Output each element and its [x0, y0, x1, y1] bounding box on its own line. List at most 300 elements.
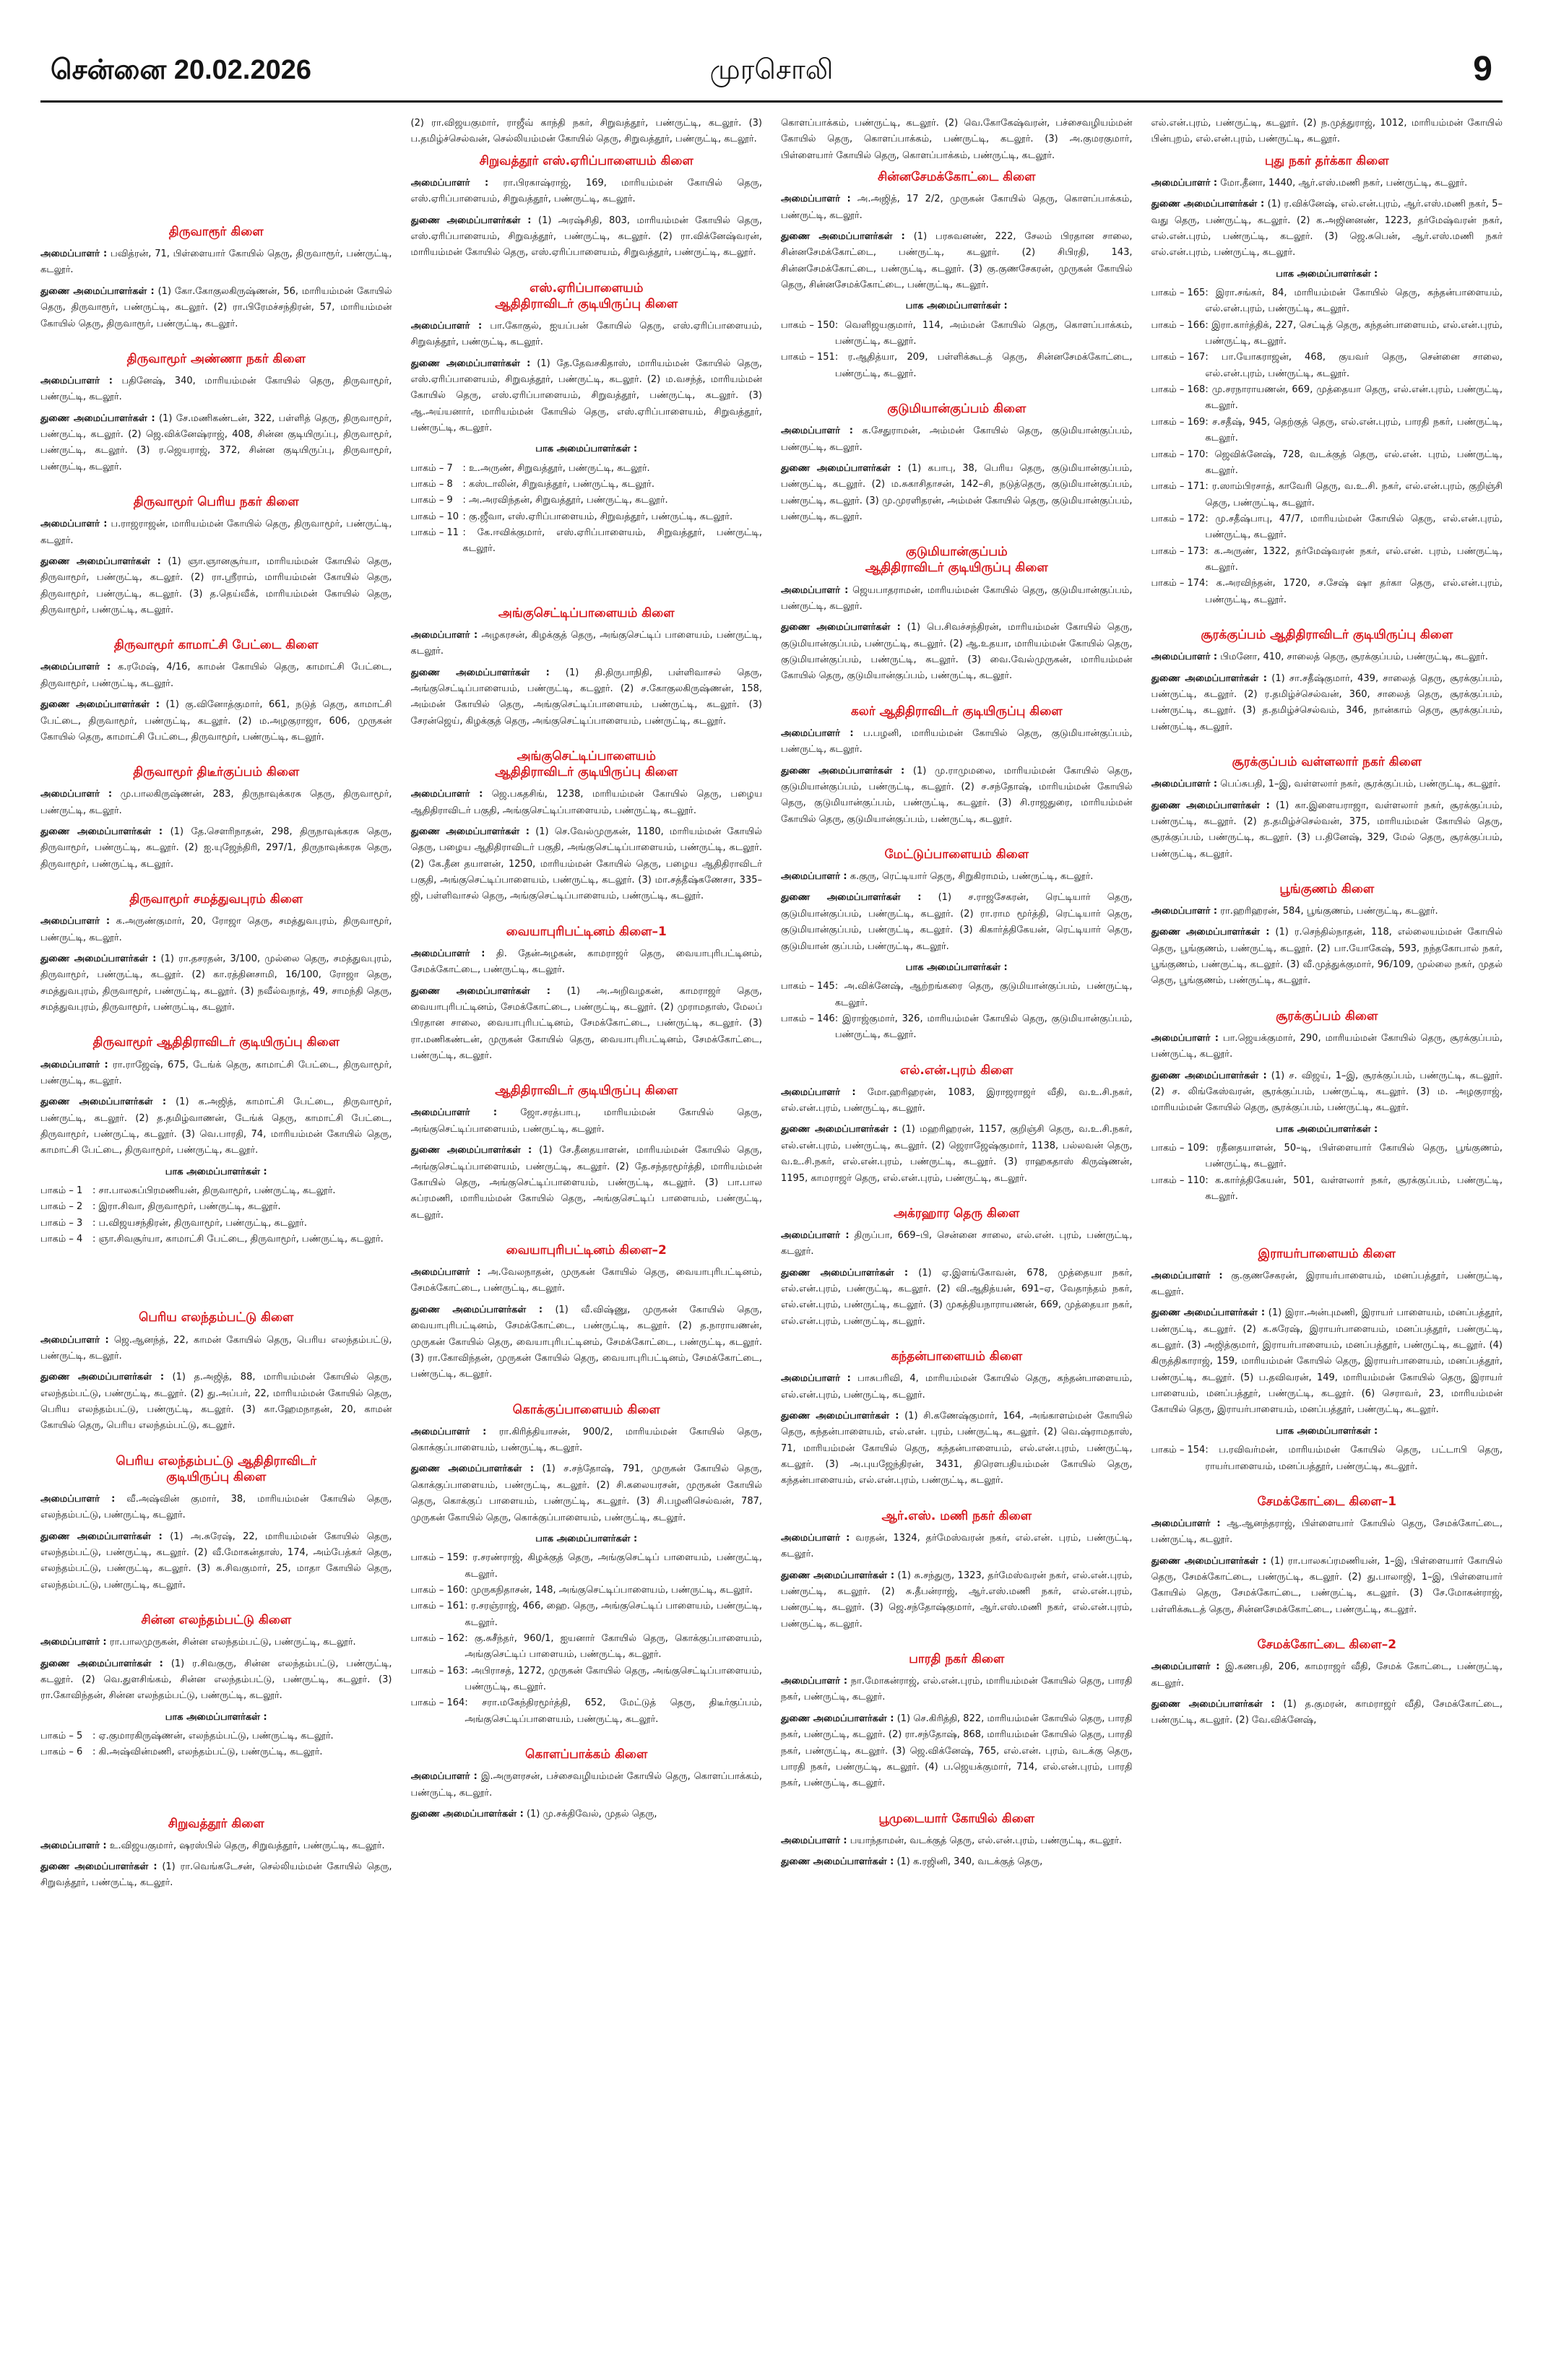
deputy-organisers-entry — [1151, 1068, 1503, 1117]
organiser-text: க.சேதுராமன், அம்மன் கோயில் தெரு, குடுமியான்குப்பம், பண்ருட்டி, கடலூர். — [781, 425, 1133, 453]
deputy-organisers-entry — [1151, 671, 1503, 735]
deputy-organisers-label: துணை அமைப்பாளர்கள் : — [781, 1267, 909, 1278]
branch-heading — [781, 1206, 1133, 1221]
deputy-organisers-entry — [40, 697, 392, 745]
branch-block — [40, 494, 392, 618]
branch-heading — [411, 1083, 763, 1099]
branch-block — [40, 1034, 392, 1247]
continued-text: எல்.என்.புரம், பண்ருட்டி, கடலூர். (2) ந.முத்துராஜ், 1012, மாரியம்மன் கோயில் பின்புறம், எல்.என்.புரம், பண்ருட்டி, கடலூர். — [1151, 118, 1503, 145]
organiser-label: அமைப்பாளர் : — [40, 1493, 116, 1505]
booth-row — [1151, 350, 1503, 382]
branch-heading — [1151, 1494, 1503, 1510]
deputy-organisers-entry — [781, 763, 1133, 828]
organiser-text: ஜோ.சரத்பாபு, மாரியம்மன் கோயில் தெரு, அங்குசெட்டிப்பாளையம், பண்ருட்டி, கடலூர். — [410, 1107, 762, 1135]
branch-block — [781, 544, 1133, 684]
branch-heading — [781, 544, 1133, 576]
organiser-entry — [1151, 1516, 1503, 1549]
branch-heading-line: எல்.என்.புரம் கிளை — [900, 1063, 1013, 1078]
booth-organiser: : ர.சரஞ்ராஜ், 466, ஹை. தெரு, அங்குசெட்டிப் பாளையம், பண்ருட்டி, கடலூர். — [464, 1601, 762, 1628]
booth-number: பாகம் – 109 — [1151, 1143, 1206, 1154]
deputy-organisers-entry — [781, 1854, 1133, 1870]
branch-heading-line: கொளப்பாக்கம் கிளை — [525, 1747, 648, 1762]
organiser-entry — [411, 787, 763, 819]
organiser-label: அமைப்பாளர் : — [1151, 1270, 1223, 1281]
booth-organiser: : ஞா.சிவசூர்யா, காமாட்சி பேட்டை, திருவாமூர், பண்ருட்டி, கடலூர். — [92, 1234, 384, 1245]
column-1 — [40, 116, 392, 2362]
deputy-organisers-label: துணை அமைப்பாளர்கள் : — [781, 1856, 894, 1868]
booth-row — [411, 1663, 763, 1696]
organiser-label: அமைப்பாளர் : — [40, 1334, 109, 1346]
organiser-entry — [411, 1265, 763, 1297]
booth-row — [411, 509, 763, 525]
deputy-organisers-label: துணை அமைப்பாளர்கள் : — [410, 1304, 543, 1315]
booth-row — [1151, 479, 1503, 511]
branch-heading-line: சேமக்கோட்டை கிளை–1 — [1257, 1494, 1397, 1509]
branch-block — [40, 1453, 392, 1593]
organiser-label: அமைப்பாளர் : — [1151, 1661, 1220, 1673]
deputy-organisers-entry — [411, 665, 763, 730]
branch-heading-line: சேமக்கோட்டை கிளை–2 — [1257, 1637, 1397, 1653]
organiser-text: மு.பாலகிருஷ்ணன், 283, திருநாவுக்கரசு தெரு, திருவாமூர், பண்ருட்டி, கடலூர். — [40, 789, 392, 816]
booth-organiser: : ஜெவிக்னேஷ், 728, வடக்குத் தெரு, எல்.என். புரம், பண்ருட்டி, கடலூர். — [1205, 449, 1503, 476]
branch-heading-line: ஆர்.எஸ். மணி நகர் கிளை — [881, 1508, 1032, 1523]
booth-organisers-label: பாக அமைப்பாளர்கள் : — [535, 1533, 638, 1544]
deputy-organisers-entry — [781, 890, 1133, 954]
branch-block — [40, 1816, 392, 1892]
organiser-label: அமைப்பாளர் : — [781, 1230, 850, 1241]
deputy-organisers-entry — [40, 951, 392, 1016]
deputy-organisers-label: துணை அமைப்பாளர்கள் : — [410, 1808, 524, 1819]
deputy-organisers-text: (1) த.அஜித், 88, மாரியம்மன் கோயில் தெரு, எலந்தம்பட்டு, பண்ருட்டி, கடலூர். (2) து.அப்பர், 22, மாரியம்மன் கோயில் தெரு, பெரிய எலந்தம்பட்டு, பண்ருட்டி, கடலூர். (3) கா.ஹேமநாதன், 20, காமன் கோயில் தெரு, பெரிய எலந்தம்பட்டு, கடலூர். — [40, 1372, 392, 1432]
organiser-text: பாசுபரிவி, 4, மாரியம்மன் கோயில் தெரு, கந்தன்பாளையம், எல்.என்.புரம், பண்ருட்டி, கடலூர். — [781, 1373, 1133, 1401]
branch-heading — [40, 494, 392, 510]
column-spacer — [1151, 1224, 1503, 1246]
booth-organiser: : இரா.சிவா, திருவாமூர், பண்ருட்டி, கடலூர். — [92, 1201, 281, 1213]
column-4 — [1151, 116, 1503, 2362]
organiser-entry — [1151, 1268, 1503, 1301]
deputy-organisers-text: (1) சி.கணேஷ்குமார், 164, அங்காளம்மன் கோயில் தெரு, கந்தன்பாளையம், எல்.என். புரம், பண்ருட்டி, கடலூர். (2) வெ.ஷ்ராமதாஸ், 71, மாரியம்மன் கோயில் தெரு, கந்தன்பாளையம், எல்.என்.புரம், பண்ருட்டி, கடலூர். (3) அ.புயஜேந்திரன், 3431, திரௌபதியம்மன் கோயில் தெரு, கந்தன்பாளையம், எல்.என்.புரம், பண்ருட்டி, கடலூர். — [781, 1410, 1133, 1487]
booth-organisers-label: பாக அமைப்பாளர்கள் : — [1276, 1123, 1378, 1135]
booth-organiser: : இரா.கார்த்திக், 227, செட்டித் தெரு, கந்தன்பாளையம், எல்.என்.புரம், பண்ருட்டி, கடலூர். — [1205, 319, 1503, 347]
deputy-organisers-entry — [781, 1265, 1133, 1330]
deputy-organisers-text: (1) வீ.விஷ்ணு, முருகன் கோயில் தெரு, வையாபுரிபட்டினம், சேமக்கோட்டை, பண்ருட்டி, கடலூர். (2) த.நாராயணன், முருகன் கோயில் தெரு, வையாபுரிபட்டினம், சேமக்கோட்டை, பண்ருட்டி, கடலூர். (3) ரா.கோவிந்தன், முருகன் கோயில் தெரு, வையாபுரிபட்டினம், சேமக்கோட்டை, பண்ருட்டி, கடலூர். — [410, 1304, 762, 1380]
booth-row — [1151, 1141, 1503, 1173]
booth-row — [40, 1183, 392, 1199]
organiser-label: அமைப்பாளர் : — [781, 425, 853, 437]
deputy-organisers-entry — [411, 213, 763, 261]
organiser-text: பா.ஜெயக்குமார், 290, மாரியம்மன் கோயில் தெரு, சூரக்குப்பம், பண்ருட்டி, கடலூர். — [1151, 1032, 1503, 1060]
organiser-entry — [411, 176, 763, 208]
branch-heading — [411, 748, 763, 780]
branch-heading-line: சூரக்குப்பம் வள்ளலார் நகர் கிளை — [1232, 755, 1422, 770]
branch-heading-line: ஆதிதிராவிடர் குடியிருப்பு கிளை — [865, 561, 1048, 576]
branch-heading-line: குடுமியான்குப்பம் கிளை — [887, 402, 1026, 417]
branch-heading-line: கந்தன்பாளையம் கிளை — [891, 1349, 1023, 1364]
deputy-organisers-text: (1) கு.வினோத்குமார், 661, நடுத் தெரு, காமாட்சி பேட்டை, திருவாமூர், பண்ருட்டி, கடலூர். (2) ம.அழகுராஜா, 606, முருகன் கோயில் தெரு, காமாட்சி பேட்டை, திருவாமூர், பண்ருட்டி, கடலூர். — [40, 699, 392, 743]
deputy-organisers-text: (1) ரா.வெங்கடேசன், செல்லியம்மன் கோயில் தெரு, சிறுவத்தூர், பண்ருட்டி, கடலூர். — [40, 1861, 392, 1889]
branch-heading — [781, 704, 1133, 719]
deputy-organisers-text: (1) ச.ராஜசேகரன், ரெட்டியார் தெரு, குடுமியான்குப்பம், பண்ருட்டி, கடலூர். (2) ரா.ராம மூர்த்தி, ரெட்டியார் தெரு, குடுமியான்குப்பம், பண்ருட்டி, கடலூர். (3) கிகார்த்திகேயன், ரெட்டியார் தெரு, குடுமியான் குப்பம், பண்ருட்டி, கடலூர். — [781, 892, 1133, 952]
booth-row — [40, 1728, 392, 1744]
booth-organiser: : கே.ஈவிக்குமார், எஸ்.ஏரிப்பாளையம், சிறுவத்தூர், பண்ருட்டி, கடலூர். — [462, 527, 762, 555]
branch-heading — [40, 1034, 392, 1050]
deputy-organisers-text: (1) மு.ராமுமலை, மாரியம்மன் கோயில் தெரு, குடுமியான்குப்பம், பண்ருட்டி, கடலூர். (2) ச.சந்தோஷ், மாரியம்மன் கோயில் தெரு, குடுமியான்குப்பம், பண்ருட்டி, கடலூர். (3) சி.ராஜதுரை, மாரியம்மன் கோயில் தெரு, குடுமியான்குப்பம், பண்ருட்டி, கடலூர். — [781, 765, 1133, 825]
branch-block — [781, 1349, 1133, 1489]
booth-row — [1151, 1173, 1503, 1206]
deputy-organisers-label: துணை அமைப்பாளர்கள் : — [410, 667, 550, 678]
branch-heading — [1151, 754, 1503, 770]
branch-heading-line: மேட்டுப்பாளையம் கிளை — [884, 847, 1029, 862]
booth-number: பாகம் – 3 — [40, 1217, 83, 1229]
organiser-label: அமைப்பாளர் : — [781, 1676, 848, 1687]
deputy-organisers-text: (1) இரா.அன்புமணி, இராயர் பாளையம், மனப்பத்தூர், பண்ருட்டி, கடலூர். (2) க.சுரேஷ், இராயர்பாளையம், மனப்பத்தூர், பண்ருட்டி, கடலூர். (3) அஜித்குமார், இராயர்பாளையம், மனப்பத்தூர், பண்ருட்டி, கடலூர். (4) கிருத்திகாராஜ், 159, மாரியம்மன் கோயில் தெரு, இராயர்பாளையம், மனப்பத்தூர், பண்ருட்டி, கடலூர். (5) ப.தவிவரன், 149, மாரியம்மன் கோயில் தெரு, இராயர் பாளையம், மனப்பத்தூர், பண்ருட்டி, கடலூர். (6) செராவர், 23, மாரியம்மன் கோயில் தெரு, இராயர்பாளையம், மனப்பத்தூர், பண்ருட்டி, கடலூர். — [1151, 1307, 1503, 1416]
booth-organiser: : க.அரவிந்தன், 1720, ச.சேஷ் ஷா தர்கா தெரு, எல்.என்.புரம், பண்ருட்டி, கடலூர். — [1205, 578, 1503, 605]
branch-heading — [1151, 153, 1503, 169]
deputy-organisers-entry — [411, 1143, 763, 1224]
booth-row — [781, 318, 1133, 350]
branch-heading — [40, 764, 392, 780]
organiser-entry — [781, 583, 1133, 615]
deputy-organisers-entry — [40, 1656, 392, 1705]
booth-number: பாகம் – 172 — [1151, 514, 1206, 524]
branch-heading-line: பாரதி நகர் கிளை — [909, 1652, 1005, 1667]
branch-heading-line: பூமுடையார் கோயில் கிளை — [878, 1811, 1035, 1826]
booth-number: பாகம் – 8 — [410, 479, 453, 490]
organiser-text: கு.குணசேகரன், இராயர்பாளையம், மனப்பத்தூர், பண்ருட்டி, கடலூர். — [1151, 1270, 1503, 1297]
organiser-label: அமைப்பாளர் : — [1151, 1518, 1221, 1530]
booth-number: பாகம் – 4 — [40, 1234, 83, 1245]
booth-row — [1151, 544, 1503, 576]
deputy-organisers-label: துணை அமைப்பாளர்கள் : — [781, 622, 901, 633]
deputy-organisers-text: (1) ர.விக்னேஷ், எல்.என்.புரம், ஆர்.எஸ்.மணி நகர், 5–வது தெரு, பண்ருட்டி, கடலூர். (2) க.அஜினனண், 1223, தர்மேஷ்வரன் நகர், எல்.என்.புரம், பண்ருட்டி, கடலூர். (3) ஜெ.சுபென், ஆர்.எஸ்.மணி நகர் எல்.என்.புரம், பண்ருட்டி, கடலூர். — [1151, 199, 1503, 259]
organiser-label: அமைப்பாளர் : — [1151, 1032, 1219, 1044]
branch-block — [781, 847, 1133, 1044]
booth-organiser: : பா.யோகராஜன், 468, குயவர் தெரு, சென்னை சாலை, எல்.என்.புரம், பண்ருட்டி, கடலூர். — [1205, 352, 1503, 379]
branch-heading — [40, 224, 392, 240]
organiser-entry — [781, 1833, 1133, 1849]
deputy-organisers-text: (1) பரசுவனண், 222, சேலம் பிரதான சாலை, சின்னசேமக்கோட்டை, பண்ருட்டி, கடலூர். (2) சிபிரதி, 143, சின்னசேமக்கோட்டை, பண்ருட்டி, கடலூர். (3) கு.குணசேகரன், முருகன் கோயில் தெரு, சின்னசேமக்கோட்டை, பண்ருட்டி, கடலூர். — [781, 230, 1133, 290]
booth-row — [1151, 511, 1503, 544]
organiser-entry — [40, 1838, 392, 1854]
booth-number: பாகம் – 7 — [410, 462, 453, 474]
branch-block — [781, 169, 1133, 382]
organiser-label: அமைப்பாளர் : — [1151, 177, 1218, 189]
branch-heading — [781, 401, 1133, 417]
branch-block — [1151, 1494, 1503, 1618]
branch-heading-line: எஸ்.ஏரிப்பாளையம் — [530, 280, 644, 295]
branch-heading — [411, 1402, 763, 1418]
organiser-text: அ.அஜித், 17 2/2, முருகன் கோயில் தெரு, கொளப்பாக்கம், பண்ருட்டி, கடலூர். — [781, 194, 1133, 221]
organiser-text: பதினேஷ், 340, மாரியம்மன் கோயில் தெரு, திருவாமூர், பண்ருட்டி, கடலூர். — [40, 375, 392, 403]
branch-heading-line: திருவாமூர் காமாட்சி பேட்டை கிளை — [113, 638, 319, 653]
booth-organiser: : இரா.சங்கர், 84, மாரியம்மன் கோயில் தெரு, கந்தன்பாளையம், எல்.என்.புரம், பண்ருட்டி, கடலூர். — [1205, 287, 1503, 315]
organiser-text: க.குரு, ரெட்டியார் தெரு, சிறுகிராமம், பண்ருட்டி, கடலூர். — [850, 871, 1094, 883]
deputy-organisers-label: துணை அமைப்பாளர்கள் : — [781, 1410, 899, 1421]
branch-heading-line: குடியிருப்பு கிளை — [166, 1469, 267, 1484]
branch-heading-line: சூரக்குப்பம் ஆதிதிராவிடர் குடியிருப்பு கிளை — [1201, 628, 1453, 643]
deputy-organisers-label: துணை அமைப்பாளர்கள் : — [40, 1861, 157, 1873]
deputy-organisers-text: (1) தே.தேவசகிதாஸ், மாரியம்மன் கோயில் தெரு, எஸ்.ஏரிப்பாளையம், சிறுவத்தூர், பண்ருட்டி, கடலூர். (2) ம.வசந்த், மாரியம்மன் கோயில் தெரு, எஸ்.ஏரிப்பாளையம், சிறுவத்தூர், பண்ருட்டி, கடலூர். (3) ஆ.அய்யனார், மாரியம்மன் கோயில் தெரு, எஸ்.ஏரிப்பாளையம், சிறுவத்தூர், பண்ருட்டி, கடலூர். — [410, 358, 762, 433]
branch-heading — [781, 1651, 1133, 1667]
organiser-label: அமைப்பாளர் : — [410, 1771, 477, 1783]
deputy-organisers-entry — [40, 1094, 392, 1159]
organiser-entry — [1151, 776, 1503, 792]
organiser-entry — [40, 787, 392, 819]
deputy-organisers-text: (1) ரா.தசரதன், 3/100, முல்லை தெரு, சமத்துவபுரம், திருவாமூர், பண்ருட்டி, கடலூர். (2) கா.ரத்தினசாமி, 16/100, ரோஜா தெரு, சமத்துவபுரம், திருவாமூர், பண்ருட்டி, கடலூர். (3) நவீல்வநாத், 49, சாமந்தி தெரு, சமத்துவபுரம், திருவாமூர், பண்ருட்டி, கடலூர். — [40, 953, 392, 1013]
organiser-entry — [781, 1674, 1133, 1706]
branch-block — [1151, 627, 1503, 735]
branch-heading — [1151, 1008, 1503, 1024]
deputy-organisers-label: துணை அமைப்பாளர்கள் : — [781, 765, 905, 776]
booth-row — [1151, 285, 1503, 318]
booth-organiser: : மு.சரநாராயணன், 669, முத்தையா தெரு, எல்.என்.புரம், பண்ருட்டி, கடலூர். — [1205, 384, 1503, 412]
deputy-organisers-text: (1) த.குமரன், காமராஜர் வீதி, சேமக்கோட்டை, பண்ருட்டி, கடலூர். (2) வே.விக்னேஷ், — [1151, 1698, 1503, 1726]
column-2 — [411, 116, 763, 2362]
organiser-entry — [40, 1333, 392, 1365]
organiser-label: அமைப்பாளர் : — [410, 177, 489, 189]
branch-block — [781, 1063, 1133, 1187]
column-spacer — [40, 1780, 392, 1816]
column-spacer — [40, 116, 392, 224]
branch-heading-line: பெரிய எலந்தம்பட்டு கிளை — [139, 1310, 294, 1325]
booth-organiser: : ர.ஆதித்யா, 209, பள்ளிக்கூடத் தெரு, சின்னசேமக்கோட்டை, பண்ருட்டி, கடலூர். — [834, 352, 1133, 379]
branch-heading-line: பூங்குணம் கிளை — [1279, 881, 1375, 896]
deputy-organisers-entry — [40, 284, 392, 332]
organiser-text: வரதன், 1324, தர்மேஸ்வரன் நகர், எல்.என். புரம், பண்ருட்டி, கடலூர். — [781, 1532, 1133, 1560]
deputy-organisers-entry — [1151, 925, 1503, 989]
booth-number: பாகம் – 162 — [410, 1633, 465, 1645]
deputy-organisers-label: துணை அமைப்பாளர்கள் : — [781, 1570, 895, 1581]
organiser-text: ஆ.ஆனந்தராஜ், பிள்ளையார் கோயில் தெரு, சேமக்கோட்டை, பண்ருட்டி, கடலூர். — [1151, 1518, 1503, 1546]
booth-row — [40, 1232, 392, 1247]
deputy-organisers-text: (1) தி.திருபாநிதி, பள்ளிவாசல் தெரு, அங்குசெட்டிப்பாளையம், பண்ருட்டி, கடலூர். (2) ச.கோகுலகிருஷ்ணன், 158, அம்மன் கோயில் தெரு, அங்குசெட்டிப்பாளையம், பண்ருட்டி, கடலூர். (3) சேரன்ஜெய், கிழக்குத் தெரு, அங்குசெட்டிப்பாளையம், பண்ருட்டி, கடலூர். — [410, 667, 762, 727]
organiser-label: அமைப்பாளர் : — [410, 789, 483, 800]
organiser-label: அமைப்பாளர் : — [40, 916, 111, 927]
organiser-text: க.ரமேஷ், 4/16, காமன் கோயில் தெரு, காமாட்சி பேட்டை, திருவாமூர், பண்ருட்டி, கடலூர். — [40, 662, 392, 689]
deputy-organisers-label: துணை அமைப்பாளர்கள் : — [1151, 800, 1270, 811]
branch-heading-line: சூரக்குப்பம் கிளை — [1276, 1008, 1378, 1024]
branch-block — [411, 748, 763, 905]
deputy-organisers-entry — [781, 1711, 1133, 1792]
deputy-organisers-label: துணை அமைப்பாளர்கள் : — [1151, 1307, 1266, 1319]
booth-row — [411, 477, 763, 493]
deputy-organisers-label: துணை அமைப்பாளர்கள் : — [40, 1096, 167, 1108]
branch-heading — [40, 1453, 392, 1485]
booth-number: பாகம் – 167 — [1151, 352, 1206, 363]
booth-number: பாகம் – 6 — [40, 1747, 83, 1758]
branch-heading — [40, 891, 392, 907]
deputy-organisers-label: துணை அமைப்பாளர்கள் : — [410, 215, 532, 226]
booth-row — [411, 1550, 763, 1583]
masthead-rule — [40, 100, 1503, 103]
booth-number: பாகம் – 151 — [781, 352, 835, 363]
booth-organiser: : அபிராசத், 1272, முருகன் கோயில் தெரு, அங்குசெட்டிப்பாளையம், பண்ருட்டி, கடலூர். — [464, 1665, 762, 1693]
booth-number: பாகம் – 163 — [410, 1665, 465, 1676]
deputy-organisers-label: துணை அமைப்பாளர்கள் : — [40, 953, 157, 964]
branch-block — [40, 1612, 392, 1761]
deputy-organisers-label: துணை அமைப்பாளர்கள் : — [781, 1124, 897, 1135]
organiser-label: அமைப்பாளர் : — [40, 789, 113, 800]
deputy-organisers-text: (1) சு.சந்துரு, 1323, தர்மேஸ்வரன் நகர், எல்.என்.புரம், பண்ருட்டி, கடலூர். (2) சு.தீபன்ராஜ், ஆர்.எஸ்.மணி நகர், எல்.என்.புரம், பண்ருட்டி, கடலூர். (3) ஜெ.சந்தோஷ்குமார், ஆர்.எஸ்.மணி நகர், எல்.என்.புரம், பண்ருட்டி, கடலூர். — [781, 1570, 1133, 1630]
booth-row — [1151, 447, 1503, 480]
organiser-text: ரா.பிரகாஷ்ராஜ், 169, மாரியம்மன் கோயில் தெரு, எஸ்.ஏரிப்பாளையம், சிறுவத்தூர், பண்ருட்டி, கடலூர். — [410, 177, 762, 205]
branch-block — [411, 1747, 763, 1822]
deputy-organisers-entry — [781, 1122, 1133, 1186]
booth-row — [411, 1598, 763, 1631]
deputy-organisers-label: துணை அமைப்பாளர்கள் : — [40, 699, 160, 711]
booth-number: பாகம் – 154 — [1151, 1445, 1206, 1456]
organiser-entry — [781, 423, 1133, 456]
deputy-organisers-entry — [40, 1369, 392, 1434]
deputy-organisers-text: (1) சா.சதீஷ்குமார், 439, சாலைத் தெரு, சூரக்குப்பம், பண்ருட்டி, கடலூர். (2) ர.தமிழ்ச்செல்வன், 360, சாலைத் தெரு, சூரக்குப்பம், பண்ருட்டி, கடலூர். (3) த.தமிழ்ச்செல்வம், 346, நான்காம் தெரு, சூரக்குப்பம், பண்ருட்டி, கடலூர். — [1151, 672, 1503, 732]
organiser-label: அமைப்பாளர் : — [40, 248, 108, 260]
booth-row — [40, 1216, 392, 1232]
branch-heading-line: சிறுவத்தூர் கிளை — [168, 1816, 264, 1831]
organiser-entry — [781, 869, 1133, 885]
branch-heading-line: இராயர்பாளையம் கிளை — [1258, 1246, 1396, 1261]
branch-heading — [781, 1349, 1133, 1364]
branch-block — [411, 153, 763, 261]
organiser-text: தி. தேன்அழகன், காமராஜர் தெரு, வையாபுரிபட்டினம், சேமக்கோட்டை, பண்ருட்டி, கடலூர். — [410, 948, 762, 976]
deputy-organisers-text: (1) கா.இளையராஜா, வள்ளலார் நகர், சூரக்குப்பம், பண்ருட்டி, கடலூர். (2) த.தமிழ்ச்செல்வன், 375, மாரியம்மன் கோயில் தெரு, சூரக்குப்பம், பண்ருட்டி, கடலூர். (3) ப.தினேஷ், 329, மேல் தெரு, சூரக்குப்பம், பண்ருட்டி, கடலூர். — [1151, 800, 1503, 860]
branch-heading-line: வையாபுரிபட்டினம் கிளை–2 — [506, 1243, 667, 1258]
organiser-entry — [411, 628, 763, 660]
booth-number: பாகம் – 159 — [410, 1552, 465, 1564]
deputy-organisers-label: துணை அமைப்பாளர்கள் : — [1151, 927, 1270, 938]
deputy-organisers-label: துணை அமைப்பாளர்கள் : — [40, 285, 155, 297]
deputy-organisers-entry — [40, 554, 392, 618]
organiser-label: அமைப்பாளர் : — [410, 1426, 487, 1437]
organiser-entry — [40, 914, 392, 946]
branch-heading — [411, 1242, 763, 1258]
branch-heading-line: திருவாரூர் கிளை — [168, 225, 264, 239]
organiser-text: ரா.கிரித்தியாசன், 900/2, மாரியம்மன் கோயில் தெரு, கொக்குப்பாளையம், பண்ருட்டி, கடலூர். — [410, 1426, 762, 1454]
deputy-organisers-entry — [40, 824, 392, 873]
booth-number: பாகம் – 174 — [1151, 578, 1206, 589]
branch-heading-line: திருவாமூர் அண்ணா நகர் கிளை — [126, 351, 306, 366]
booth-organiser: : ரதீனதயாளன், 50–டி, பிள்ளையார் கோயில் தெரு, பூங்குணம், பண்ருட்டி, கடலூர். — [1205, 1143, 1503, 1170]
branch-block — [1151, 153, 1503, 608]
booth-organiser: : கு.சுசீந்தர், 960/1, ஐயனார் கோயில் தெரு, கொக்குப்பாளையம், அங்குசெட்டிப் பாளையம், பண்ருட்டி, கடலூர். — [464, 1633, 762, 1661]
booth-organisers-label: பாக அமைப்பாளர்கள் : — [905, 300, 1008, 312]
deputy-organisers-label: துணை அமைப்பாளர்கள் : — [40, 1658, 163, 1669]
organiser-entry — [781, 1085, 1133, 1117]
booth-organisers-label: பாக அமைப்பாளர்கள் : — [905, 961, 1008, 973]
deputy-organisers-label: துணை அமைப்பாளர்கள் : — [410, 826, 530, 837]
deputy-organisers-label: துணை அமைப்பாளர்கள் : — [781, 1713, 894, 1724]
branch-block — [40, 1310, 392, 1434]
deputy-organisers-entry — [40, 1859, 392, 1892]
branch-block — [781, 704, 1133, 828]
organiser-label: அமைப்பாளர் : — [410, 948, 485, 959]
branch-block — [40, 351, 392, 475]
deputy-organisers-label: துணை அமைப்பாளர்கள் : — [781, 462, 902, 474]
booth-organiser: : கஸ்டாலின், சிறுவத்தூர், பண்ருட்டி, கடலூர். — [462, 479, 654, 490]
organiser-label: அமைப்பாளர் : — [410, 320, 483, 332]
branch-heading-line: அங்குசெட்டிப்பாளையம் — [517, 749, 656, 764]
branch-block — [781, 1651, 1133, 1792]
branch-heading-line: குடுமியான்குப்பம் — [905, 545, 1008, 560]
organiser-entry — [40, 516, 392, 549]
deputy-organisers-entry — [40, 411, 392, 475]
organiser-entry — [40, 1635, 392, 1650]
organiser-text: ரா.பாலமுருகன், சின்ன எலந்தம்பட்டு, பண்ருட்டி, கடலூர். — [109, 1637, 356, 1648]
booth-number: பாகம் – 1 — [40, 1185, 83, 1197]
organiser-label: அமைப்பாளர் : — [781, 1373, 851, 1385]
organiser-entry — [781, 1371, 1133, 1403]
booth-organiser: : க.கார்த்திகேயன், 501, வள்ளலார் நகர், சூரக்குப்பம், பண்ருட்டி, கடலூர். — [1205, 1174, 1503, 1203]
branch-block — [40, 637, 392, 745]
branch-heading-line: சின்ன எலந்தம்பட்டு கிளை — [141, 1613, 292, 1628]
booth-row — [781, 350, 1133, 382]
booth-organiser: : சா.பாலசுப்பிரமணியன், திருவாமூர், பண்ருட்டி, கடலூர். — [92, 1185, 336, 1197]
deputy-organisers-text: (1) சே.மணிகண்டன், 322, பள்ளித் தெரு, திருவாமூர், பண்ருட்டி, கடலூர். (2) ஜெ.விக்னேஷ்ராஜ், 408, சின்ன குடியிருப்பு, திருவாமூர், பண்ருட்டி, கடலூர். (3) ர.ஜெயராஜ், 372, சின்ன குடியிருப்பு, திருவாமூர், பண்ருட்டி, கடலூர். — [40, 412, 392, 472]
booth-organiser: : ப.ரவிவர்மன், மாரியம்மன் கோயில் தெரு, பட்டாபி தெரு, ராயர்பாளையம், மனப்பத்தூர், பண்ருட்டி, கடலூர். — [1205, 1445, 1503, 1472]
booth-number: பாகம் – 160 — [410, 1584, 465, 1596]
branch-block — [1151, 1008, 1503, 1206]
booth-number: பாகம் – 2 — [40, 1201, 83, 1213]
branch-block — [1151, 1246, 1503, 1475]
booth-organiser: : கி.அஷ்வின்மணி, எலந்தம்பட்டு, பண்ருட்டி, கடலூர். — [92, 1747, 323, 1758]
branch-heading — [1151, 1637, 1503, 1653]
organiser-label: அமைப்பாளர் : — [40, 519, 108, 530]
organiser-text: க.அருண்குமார், 20, ரோஜா தெரு, சமத்துவபுரம், திருவாமூர், பண்ருட்டி, கடலூர். — [40, 916, 392, 943]
organiser-label: அமைப்பாளர் : — [40, 1840, 107, 1851]
deputy-organisers-entry — [411, 824, 763, 905]
booth-number: பாகம் – 5 — [40, 1730, 83, 1741]
branch-block — [1151, 754, 1503, 862]
deputy-organisers-label: துணை அமைப்பாளர்கள் : — [40, 826, 163, 838]
booth-row — [781, 1011, 1133, 1044]
deputy-organisers-entry — [411, 984, 763, 1065]
organiser-entry — [781, 726, 1133, 758]
organiser-text: அ.வேலநாதன், முருகன் கோயில் தெரு, வையாபுரிபட்டினம், சேமக்கோட்டை, பண்ருட்டி, கடலூர். — [410, 1267, 762, 1294]
branch-heading — [781, 1063, 1133, 1078]
deputy-organisers-entry — [781, 620, 1133, 684]
branch-block — [411, 605, 763, 730]
booth-organiser: : கு.ஜீவா, எஸ்.ஏரிப்பாளையம், சிறுவத்தூர், பண்ருட்டி, கடலூர். — [462, 511, 733, 522]
branch-block — [781, 1811, 1133, 1871]
branch-heading — [411, 280, 763, 312]
organiser-text: இ.கணபதி, 206, காமராஜர் வீதி, சேமக் கோட்டை, பண்ருட்டி, கடலூர். — [1151, 1661, 1503, 1689]
organiser-text: ஜெ.ஆனந்த், 22, காமன் கோயில் தெரு, பெரிய எலந்தம்பட்டு, பண்ருட்டி, கடலூர். — [40, 1334, 392, 1362]
deputy-organisers-text: (1) ஞா.ஞானசூர்யா, மாரியம்மன் கோயில் தெரு, திருவாமூர், பண்ருட்டி, கடலூர். (2) ரா.ஸ்ரீராம், மாரியம்மன் கோயில் தெரு, திருவாமூர், பண்ருட்டி, கடலூர். (3) த.தெய்வீக், மாரியம்மன் கோயில் தெரு, திருவாமூர், பண்ருட்டி, கடலூர். — [40, 555, 392, 616]
booth-organiser: : மு.சதீஷ்பாபு, 47/7, மாரியம்மன் கோயில் தெரு, எல்.என்.புரம், பண்ருட்டி, கடலூர். — [1205, 514, 1503, 541]
organiser-text: உ.விஜயகுமார், ஷரஸ்பில் தெரு, சிறுவத்தூர், பண்ருட்டி, கடலூர். — [109, 1840, 385, 1851]
branch-heading — [781, 169, 1133, 185]
booth-row — [1151, 576, 1503, 608]
booth-row — [1151, 1442, 1503, 1475]
branch-block — [40, 891, 392, 1016]
branch-block — [781, 401, 1133, 525]
organiser-entry — [1151, 176, 1503, 191]
deputy-organisers-text: (1) பெ.சிவச்சந்திரன், மாரியம்மன் கோயில் தெரு, குடுமியான்குப்பம், பண்ருட்டி, கடலூர். (2) ஆ.உதயா, மாரியம்மன் கோயில் தெரு, குடுமியான்குப்பம், பண்ருட்டி, கடலூர். (3) வை.வேல்முருகன், மாரியம்மன் கோயில் தெரு, குடுமியான்குப்பம், பண்ருட்டி, கடலூர். — [781, 622, 1133, 682]
organiser-text: பவித்ரன், 71, பிள்ளையார் கோயில் தெரு, திருவாரூர், பண்ருட்டி, கடலூர். — [40, 248, 392, 276]
organiser-text: வீ.அஷ்வின் குமார், 38, மாரியம்மன் கோயில் தெரு, எலந்தம்பட்டு, பண்ருட்டி, கடலூர். — [40, 1493, 392, 1521]
branch-heading — [411, 153, 763, 169]
deputy-organisers-entry — [781, 461, 1133, 525]
organiser-text: ரா.ராஜேஷ், 675, டேங்க் தெரு, காமாட்சி பேட்டை, திருவாமூர், பண்ருட்டி, கடலூர். — [40, 1059, 392, 1086]
booth-organiser: : ர.சரண்ராஜ், கிழக்குத் தெரு, அங்குசெட்டிப் பாளையம், பண்ருட்டி, கடலூர். — [464, 1552, 762, 1580]
organiser-entry — [411, 1769, 763, 1801]
branch-heading — [411, 924, 763, 940]
organiser-entry — [40, 659, 392, 692]
booth-row — [411, 461, 763, 477]
deputy-organisers-text: (1) ஏ.இளங்கோவன், 678, முத்தையா நகர், எல்.என்.புரம், பண்ருட்டி, கடலூர். (2) வி.ஆதித்யன், 691–ஏ, வேதாந்தம் நகர், எல்.என்.புரம், பண்ருட்டி, கடலூர். (3) முகத்தியநாராயணன், 669, முத்தையா நகர், எல்.என்.புரம், பண்ருட்டி, கடலூர். — [781, 1267, 1133, 1327]
branch-block — [411, 924, 763, 1065]
branch-heading-line: வையாபுரிபட்டினம் கிளை–1 — [506, 924, 667, 939]
branch-block — [411, 280, 763, 558]
